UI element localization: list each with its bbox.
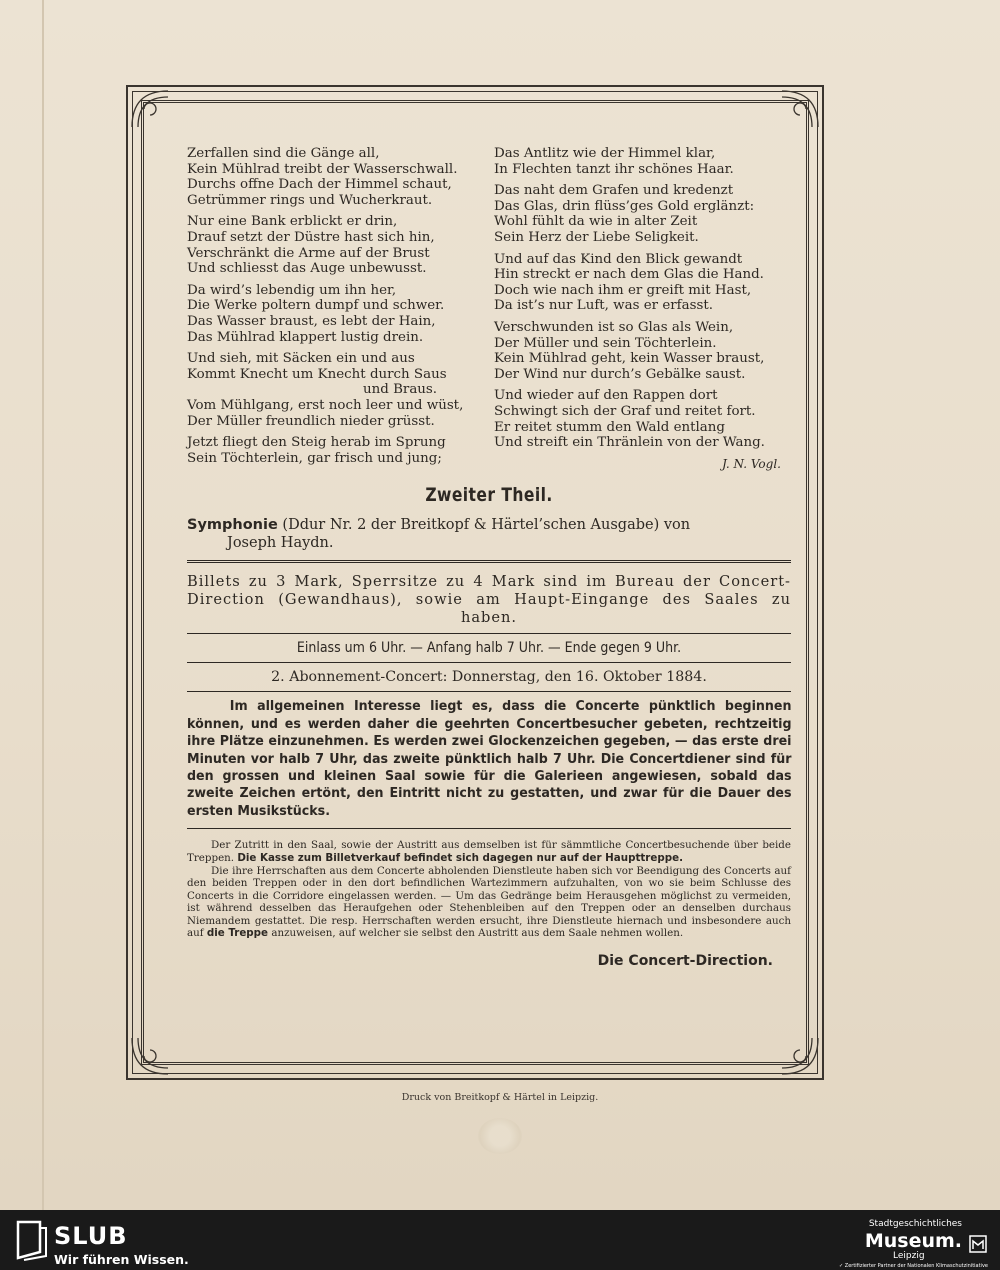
symphonie-details: (Ddur Nr. 2 der Breitkopf & Härtel’schen Ausgabe) von (282, 517, 691, 534)
rule (187, 828, 791, 829)
double-rule (187, 560, 791, 563)
museum-logo-icon (968, 1234, 988, 1254)
signoff: Die Concert-Direction. (597, 953, 773, 970)
slub-name[interactable]: SLUB (54, 1222, 128, 1250)
schedule-line: Einlass um 6 Uhr. — Anfang halb 7 Uhr. — Ende gegen 9 Uhr. (296, 640, 682, 657)
poem-line: In Flechten tanzt ihr schönes Haar. (494, 161, 734, 177)
poem-line: Sein Töchterlein, gar frisch und jung; (187, 450, 442, 466)
poem-line: Durchs offne Dach der Himmel schaut, (187, 177, 452, 193)
staircase-note: die Treppe (206, 926, 269, 939)
poem-author: J. N. Vogl. (722, 456, 781, 471)
poem-stanza (187, 351, 484, 429)
poem-line: Das Wasser braust, es lebt der Hain, (187, 313, 436, 329)
poem-line: Der Müller freundlich nieder grüsst. (187, 413, 435, 429)
poem-line: Nur eine Bank erblickt er drin, (187, 214, 398, 230)
corner-ornament-icon (128, 87, 172, 131)
poem-line: Kommt Knecht um Knecht durch Saus (187, 366, 447, 382)
poem-line: Vom Mühlgang, erst noch leer und wüst, (187, 397, 464, 413)
small-print-paragraph (187, 839, 791, 864)
embossed-seal (478, 1118, 522, 1154)
poem-line: Das naht dem Grafen und kredenzt (494, 183, 734, 199)
slub-tagline: Wir führen Wissen. (54, 1252, 189, 1267)
poem-line: Kein Mühlrad treibt der Wasserschwall. (187, 161, 458, 177)
corner-ornament-icon (128, 1034, 172, 1078)
museum-label-top: Stadtgeschichtliches (868, 1219, 962, 1229)
poem-line: Verschränkt die Arme auf der Brust (187, 245, 430, 261)
symphonie-entry (187, 516, 791, 552)
program-content (187, 146, 791, 969)
poem-stanza (187, 146, 484, 208)
viewer-footer-bar (0, 1210, 1000, 1270)
poem-stanza (494, 320, 791, 382)
small-print-paragraph (187, 865, 791, 939)
poem-stanza (494, 388, 791, 450)
poem-stanza (187, 283, 484, 345)
rule (187, 691, 791, 692)
poem-stanza (187, 435, 484, 466)
poem-line: Kein Mühlrad geht, kein Wasser braust, (494, 351, 765, 367)
poem-line: Schwingt sich der Graf und reitet fort. (494, 403, 756, 419)
punctuality-notice (187, 698, 792, 820)
poem-line: Und streift ein Thränlein von der Wang. (494, 435, 765, 451)
poem-stanza (494, 146, 791, 177)
poem-line: Der Wind nur durch’s Gebälke saust. (494, 366, 746, 382)
poem-line: Zerfallen sind die Gänge all, (187, 146, 380, 161)
notice-text: Im allgemeinen Interesse liegt es, dass die Concerte pünktlich beginnen können, und es werden daher die geehrten Concertbesucher gebeten, rechtzeitig ihre Plätze einzunehmen. Es werden zwei Glockenzeichen gegeben, — das erste drei Minuten vor halb 7 Uhr, das zweite pünktlich halb 7 Uhr. Die Concertdiener sind für den grossen und kleinen Saal sowie für die Galerieen angewiesen, sobald das zweite Zeichen ertönt, den Eintritt nicht zu gestatten, und zwar für die Dauer des ersten Musikstücks. (187, 698, 792, 819)
poem-line: Der Müller und sein Töchterlein. (494, 335, 717, 351)
page-fold-line (42, 0, 44, 1210)
poem-line: Doch wie nach ihm er greift mit Hast, (494, 282, 752, 298)
museum-city: Leipzig (893, 1251, 925, 1261)
rule (187, 633, 791, 634)
servants-text-end: anzuweisen, auf welcher sie selbst den Austritt aus dem Saale nehmen wollen. (271, 926, 684, 939)
poem-line: Und auf das Kind den Blick gewandt (494, 251, 743, 267)
poem-line: Sein Herz der Liebe Seligkeit. (494, 229, 699, 245)
poem-line: Drauf setzt der Düstre hast sich hin, (187, 229, 435, 245)
rule (187, 662, 791, 663)
access-text: Der Zutritt in den Saal, sowie der Austritt aus demselben ist für sämmtliche Concertbesuchende über beide Treppen. (187, 839, 791, 864)
poem-line: Wohl fühlt da wie in alter Zeit (494, 214, 698, 230)
poem-line: Da wird’s lebendig um ihn her, (187, 282, 397, 298)
small-print (187, 839, 791, 939)
poem-line: Und wieder auf den Rappen dort (494, 388, 718, 404)
symphonie-label: Symphonie (187, 517, 278, 534)
poem-line: Und sieh, mit Säcken ein und aus (187, 351, 415, 367)
poem-line: Das Mühlrad klappert lustig drein. (187, 329, 424, 345)
corner-ornament-icon (778, 87, 822, 131)
poem-stanza (494, 183, 791, 245)
poem-line: Das Glas, drin flüss’ges Gold erglänzt: (494, 198, 755, 214)
next-concert-line: 2. Abonnement-Concert: Donnerstag, den 16. Oktober 1884. (271, 669, 707, 686)
slub-logo-icon[interactable] (14, 1218, 48, 1262)
poem-line: Die Werke poltern dumpf und schwer. (187, 298, 445, 314)
ticket-desk-note: Die Kasse zum Billetverkauf befindet sich dagegen nur auf der Haupttreppe. (237, 851, 683, 864)
servants-text: Die ihre Herrschaften aus dem Concerte abholenden Dienstleute haben sich vor Beendigung des Concerts auf den beiden Treppen oder in den dort befindlichen Wartezimmern aufzuhalten, von wo sie beim Schlusse des Concerts in die Corridore eingelassen werden. — Um das Gedränge beim Herausgehen möglichst zu vermeiden, ist während desselben das Heraufgehen oder Stehenbleiben auf den Treppen oder an denselben durchaus Niemandem gestattet. Die resp. Herrschaften werden ersucht, ihre Dienstleute hiernach und insbesondere auch auf (187, 864, 791, 939)
corner-ornament-icon (778, 1034, 822, 1078)
poem-line: und Braus. (363, 382, 438, 398)
poem-line: Da ist’s nur Luft, was er erfasst. (494, 298, 713, 314)
poem-line: Verschwunden ist so Glas als Wein, (494, 319, 734, 335)
poem-left-column (187, 146, 484, 472)
poem-line: Jetzt fliegt den Steig herab im Sprung (187, 435, 446, 451)
poem-columns (187, 146, 791, 472)
printer-credit: Druck von Breitkopf & Härtel in Leipzig. (401, 1092, 599, 1103)
composer-name: Joseph Haydn. (227, 535, 334, 552)
ticket-info: Billets zu 3 Mark, Sperrsitze zu 4 Mark sind im Bureau der Concert-Direction (Gewandhaus), sowie am Haupt-Eingange des Saales zu haben. (187, 573, 791, 627)
poem-stanza (494, 252, 791, 314)
poem-line: Er reitet stumm den Wald entlang (494, 419, 725, 435)
museum-certificate: ✓ Zertifizierter Partner der Nationalen Klimaschutzinitiative (838, 1263, 988, 1269)
poem-stanza (187, 214, 484, 276)
poem-line: Und schliesst das Auge unbewusst. (187, 261, 427, 277)
museum-name[interactable]: Museum. (864, 1230, 962, 1252)
poem-line: Getrümmer rings und Wucherkraut. (187, 192, 433, 208)
poem-line: Das Antlitz wie der Himmel klar, (494, 146, 716, 161)
poem-right-column (484, 146, 791, 472)
section-heading: Zweiter Theil. (425, 484, 553, 507)
poem-line: Hin streckt er nach dem Glas die Hand. (494, 267, 764, 283)
